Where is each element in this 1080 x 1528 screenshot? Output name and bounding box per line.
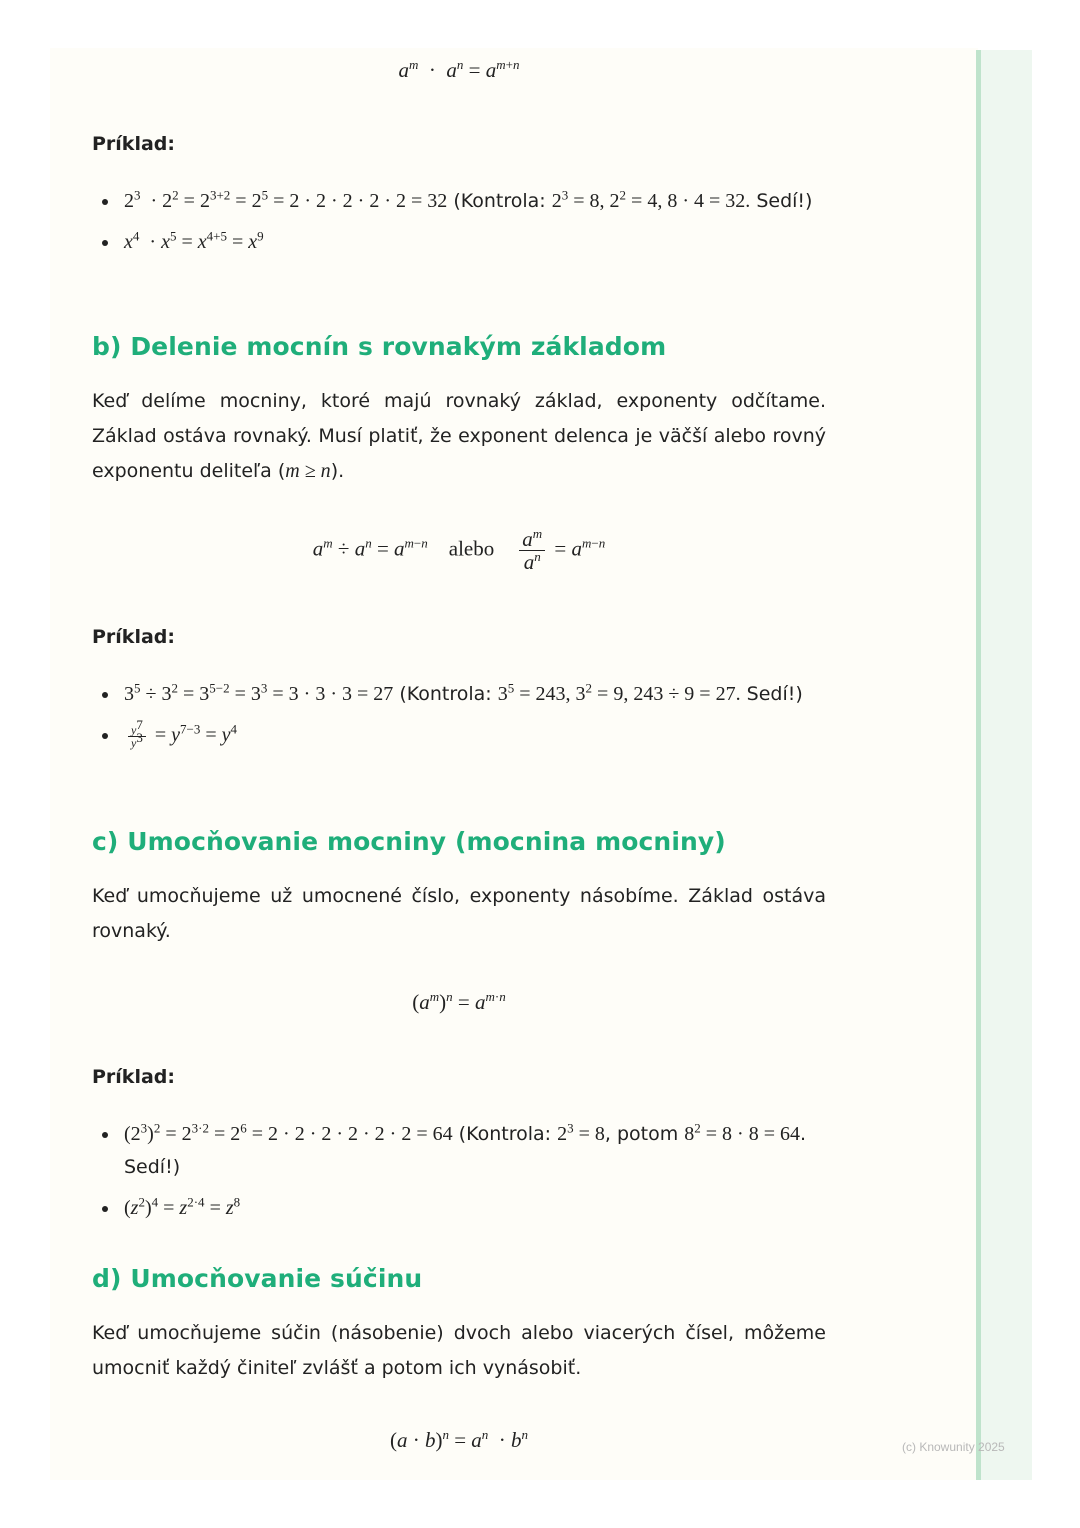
sedi-text: Sedí!) — [756, 190, 813, 212]
section-heading-c: c) Umocňovanie mocniny (mocnina mocniny) — [92, 827, 726, 856]
paragraph-d: Keď umocňujeme súčin (násobenie) dvoch alebo viacerých čísel, môžeme umocniť každý činiteľ zvlášť a potom ich vynásobiť. — [92, 1322, 826, 1379]
examples-list-a — [92, 185, 826, 267]
paragraph-c: Keď umocňujeme už umocnené číslo, exponenty násobíme. Základ ostáva rovnaký. — [92, 885, 826, 942]
formula-product-rule: $a^m \cdot a^n = a^{m+n}$ — [398, 57, 520, 82]
list-item: $(2^3)^2 = 2^{3\cdot 2} = 2^6 = 2 \cdot 2 \cdot 2 \cdot 2 \cdot 2 \cdot 2 = 64$ (Kontrola: $2^3 = 8$, potom $8^2 = 8 \cdot 8 = 64$. Sedí!) — [92, 1118, 826, 1184]
right-margin-rail — [976, 50, 1032, 1480]
sedi-text: . Sedí!) — [124, 1123, 807, 1178]
copyright-footer: (c) Knowunity 2025 — [902, 1440, 1005, 1454]
example-label: Príklad: — [92, 626, 175, 648]
examples-list-c — [92, 1118, 826, 1233]
list-item: $2^3 \cdot 2^2 = 2^{3+2} = 2^5 = 2 \cdot 2 \cdot 2 \cdot 2 \cdot 2 = 32$ (Kontrola: $2^3 = 8$, $2^2 = 4$, 8 · 4 = 32. Sedí!) — [92, 185, 826, 218]
list-item: $\frac{y^7}{y^3}$ = $y^{7-3} = y^4$ — [92, 719, 826, 752]
formula-power-of-product: $(a \cdot b)^n = a^n \cdot b^n$ — [389, 1427, 529, 1452]
section-heading-b: b) Delenie mocnín s rovnakým základom — [92, 332, 667, 361]
kontrola-text: (Kontrola: — [453, 190, 552, 212]
kontrola-text: (Kontrola: — [399, 683, 498, 705]
example-label: Príklad: — [92, 1066, 175, 1088]
formula-power-of-power: $(a^m)^n = a^{m\cdot n}$ — [412, 989, 506, 1014]
list-item: $3^5 \div 3^2 = 3^{5-2} = 3^3 = 3 \cdot 3 \cdot 3 = 27$ (Kontrola: $3^5 = 243$, $3^2 = 9$, 243 ÷ 9 = 27. Sedí!) — [92, 678, 826, 711]
formula-division-rule: $a^m \div a^n = a^{m-n}$ alebo $\frac{a^m}{a^n}$ = $a^{m-n}$ — [312, 526, 606, 574]
section-heading-d: d) Umocňovanie súčinu — [92, 1264, 423, 1293]
kontrola-text: (Kontrola: — [458, 1123, 558, 1145]
list-item: $(z^2)^4 = z^{2\cdot 4} = z^8$ — [92, 1192, 826, 1225]
list-item: $x^4 \cdot x^5 = x^{4+5} = x^9$ — [92, 226, 826, 259]
paragraph-b-end: ). — [330, 460, 345, 482]
examples-list-b — [92, 678, 826, 760]
condition-text: m ≥ n — [285, 460, 331, 482]
example-label: Príklad: — [92, 133, 175, 155]
alebo-text: alebo — [448, 536, 495, 561]
potom-text: , potom — [604, 1123, 685, 1145]
paragraph-b — [92, 384, 826, 489]
sedi-text: Sedí!) — [746, 683, 803, 705]
paragraph-b-text: Keď delíme mocniny, ktoré majú rovnaký základ, exponenty odčítame. Základ ostáva rovnaký. Musí platiť, že exponent delenca je väčší alebo rovný exponentu deliteľa ( — [92, 390, 826, 482]
fraction: $\frac{a^m}{a^n}$ — [519, 528, 545, 573]
